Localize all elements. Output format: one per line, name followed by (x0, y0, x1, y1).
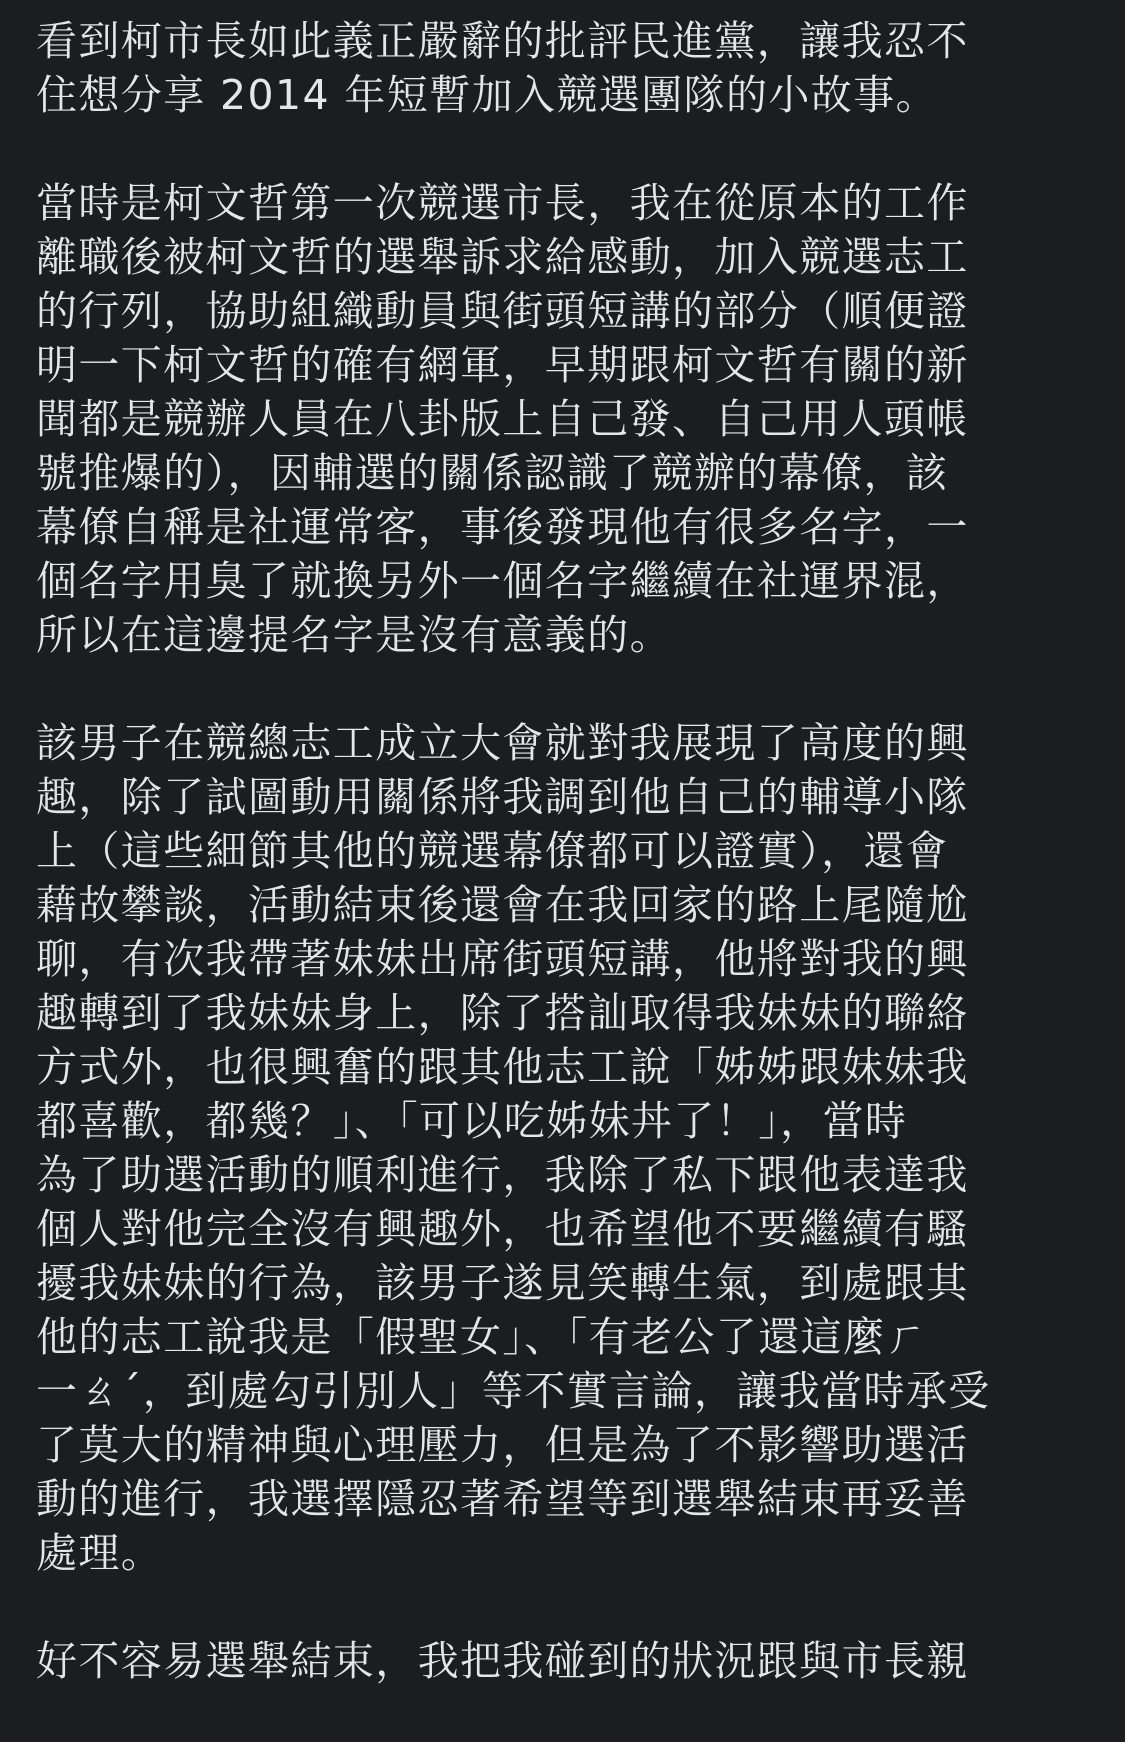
text-line: 幕僚自稱是社運常客，事後發現他有很多名字，一 (36, 503, 969, 551)
text-line: 為了助選活動的順利進行，我除了私下跟他表達我 (36, 1151, 969, 1199)
text-line: 都喜歡，都幾？」、「可以吃姊妹丼了！」，當時 (36, 1097, 908, 1145)
text-line: 他的志工說我是「假聖女」、「有老公了還這麼ㄏ (36, 1313, 928, 1361)
text-line: 趣，除了試圖動用關係將我調到他自己的輔導小隊 (36, 773, 969, 821)
text-line: 個人對他完全沒有興趣外，也希望他不要繼續有騷 (36, 1205, 969, 1253)
text-line: 離職後被柯文哲的選舉訴求給感動，加入競選志工 (36, 233, 969, 281)
post-body (36, 14, 1096, 1742)
text-line: 處理。 (36, 1529, 164, 1577)
text-line: 該男子在競總志工成立大會就對我展現了高度的興 (36, 719, 969, 767)
text-line: 一ㄠˊ，到處勾引別人」等不實言論，讓我當時承受 (36, 1367, 991, 1415)
text-line: 好不容易選舉結束，我把我碰到的狀況跟與市長親 (36, 1637, 969, 1685)
text-line: 了莫大的精神與心理壓力，但是為了不影響助選活 (36, 1421, 969, 1469)
text-line: 聞都是競辦人員在八卦版上自己發、自己用人頭帳 (36, 395, 969, 443)
text-line: 上（這些細節其他的競選幕僚都可以證實），還會 (36, 827, 949, 875)
text-line: 當時是柯文哲第一次競選市長，我在從原本的工作 (36, 179, 969, 227)
text-line: 所以在這邊提名字是沒有意義的。 (36, 611, 672, 659)
paragraph-intro (36, 14, 1096, 122)
text-line: 藉故攀談，活動結束後還會在我回家的路上尾隨尬 (36, 881, 969, 929)
text-line: 住想分享 2014 年短暫加入競選團隊的小故事。 (36, 71, 939, 119)
paragraph-incident (36, 716, 1096, 1580)
text-line: 聊，有次我帶著妹妹出席街頭短講，他將對我的興 (36, 935, 969, 983)
text-line: 明一下柯文哲的確有網軍，早期跟柯文哲有關的新 (36, 341, 969, 389)
text-line: 看到柯市長如此義正嚴辭的批評民進黨，讓我忍不 (36, 17, 969, 65)
text-line: 方式外，也很興奮的跟其他志工說「姊姊跟妹妹我 (36, 1043, 969, 1091)
text-line: 的行列，協助組織動員與街頭短講的部分（順便證 (36, 287, 969, 335)
text-line: 個名字用臭了就換另外一個名字繼續在社運界混， (36, 557, 969, 605)
paragraph-background (36, 176, 1096, 662)
text-line: 號推爆的），因輔選的關係認識了競辦的幕僚，該 (36, 449, 949, 497)
text-line: 趣轉到了我妹妹身上，除了搭訕取得我妹妹的聯絡 (36, 989, 969, 1037)
text-line: 擾我妹妹的行為，該男子遂見笑轉生氣，到處跟其 (36, 1259, 969, 1307)
text-line: 動的進行，我選擇隱忍著希望等到選舉結束再妥善 (36, 1475, 969, 1523)
paragraph-aftermath (36, 1634, 1096, 1688)
